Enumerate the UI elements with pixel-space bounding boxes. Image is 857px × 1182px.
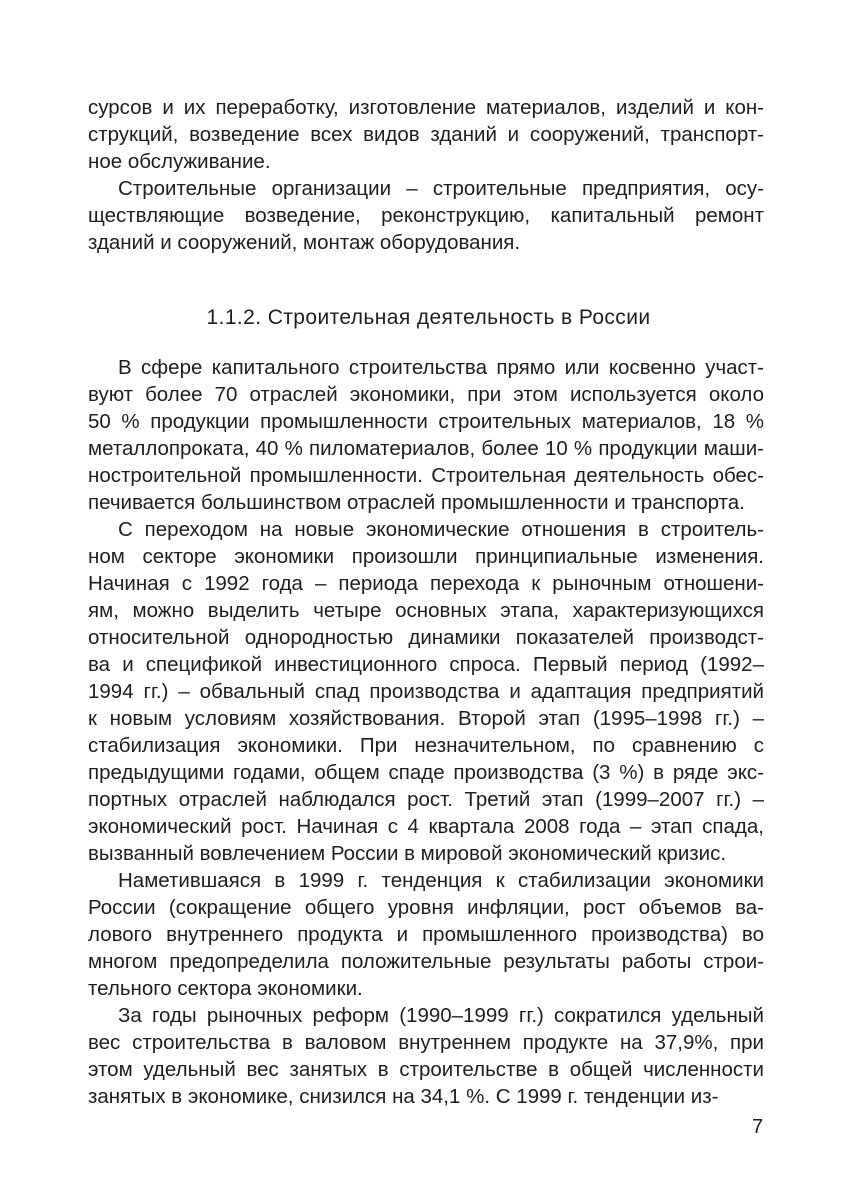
text-line: Строительные организации – строительные предприятия, осу- (118, 177, 764, 200)
text-line: ям, можно выделить четыре основных этапа, характеризующихся (88, 599, 764, 622)
text-line: этом удельный вес занятых в строительстве в общей численности (88, 1058, 764, 1081)
paragraph (88, 175, 764, 256)
text-line: вес строительства в валовом внутреннем продукте на 37,9%, при (88, 1031, 764, 1054)
text-line: печивается большинством отраслей промышленности и транспорта. (88, 491, 745, 514)
text-line: ное обслуживание. (88, 150, 271, 173)
text-line: сурсов и их переработку, изготовление материалов, изделий и кон- (88, 96, 764, 119)
text-line: струкций, возведение всех видов зданий и сооружений, транспорт- (88, 123, 764, 146)
text-line: вуют более 70 отраслей экономики, при этом используется около (88, 383, 764, 406)
text-line: За годы рыночных реформ (1990–1999 гг.) сократился удельный (118, 1004, 764, 1027)
text-line: лового внутреннего продукта и промышленного производства) во (88, 923, 764, 946)
text-line: Наметившаяся в 1999 г. тенденция к стабилизации экономики (118, 869, 764, 892)
text-line: Начиная с 1992 года – периода перехода к рыночным отношени- (88, 572, 764, 595)
page-number: 7 (752, 1116, 764, 1138)
text-line: вызванный вовлечением России в мировой экономический кризис. (88, 842, 727, 865)
text-line: 1994 гг.) – обвальный спад производства и адаптация предприятий (88, 680, 764, 703)
text-line: относительной однородностью динамики показателей производст- (88, 626, 764, 649)
text-line: к новым условиям хозяйствования. Второй этап (1995–1998 гг.) – (88, 707, 764, 730)
text-line: предыдущими годами, общем спаде производства (3 %) в ряде экс- (88, 761, 764, 784)
paragraph (88, 867, 764, 1002)
text-line: ностроительной промышленности. Строительная деятельность обес- (88, 464, 764, 487)
text-line: металлопроката, 40 % пиломатериалов, более 10 % продукции маши- (88, 437, 764, 460)
section-text-block (88, 354, 764, 1110)
text-line: России (сокращение общего уровня инфляции, рост объемов ва- (88, 896, 764, 919)
text-line: экономический рост. Начиная с 4 квартала 2008 года – этап спада, (88, 815, 764, 838)
section-heading: 1.1.2. Строительная деятельность в России (206, 306, 651, 329)
paragraph (88, 516, 764, 867)
text-line: В сфере капитального строительства прямо или косвенно участ- (118, 356, 764, 379)
paragraph (88, 94, 764, 175)
text-line: зданий и сооружений, монтаж оборудования. (88, 231, 521, 254)
text-line: многом предопределила положительные результаты работы строи- (88, 950, 764, 973)
top-text-block (88, 94, 764, 256)
text-line: стабилизация экономики. При незначительном, по сравнению с (88, 734, 764, 757)
text-line: портных отраслей наблюдался рост. Третий этап (1999–2007 гг.) – (88, 788, 764, 811)
paragraph (88, 354, 764, 516)
text-line: С переходом на новые экономические отношения в строитель- (118, 518, 764, 541)
text-line: ном секторе экономики произошли принципиальные изменения. (88, 545, 764, 568)
text-line: занятых в экономике, снизился на 34,1 %. С 1999 г. тенденции из- (88, 1085, 719, 1108)
text-line: ва и спецификой инвестиционного спроса. Первый период (1992– (88, 653, 764, 676)
text-line: тельного сектора экономики. (88, 977, 363, 1000)
text-line: 50 % продукции промышленности строительных материалов, 18 % (88, 410, 764, 433)
text-line: ществляющие возведение, реконструкцию, капитальный ремонт (88, 204, 764, 227)
paragraph (88, 1002, 764, 1110)
